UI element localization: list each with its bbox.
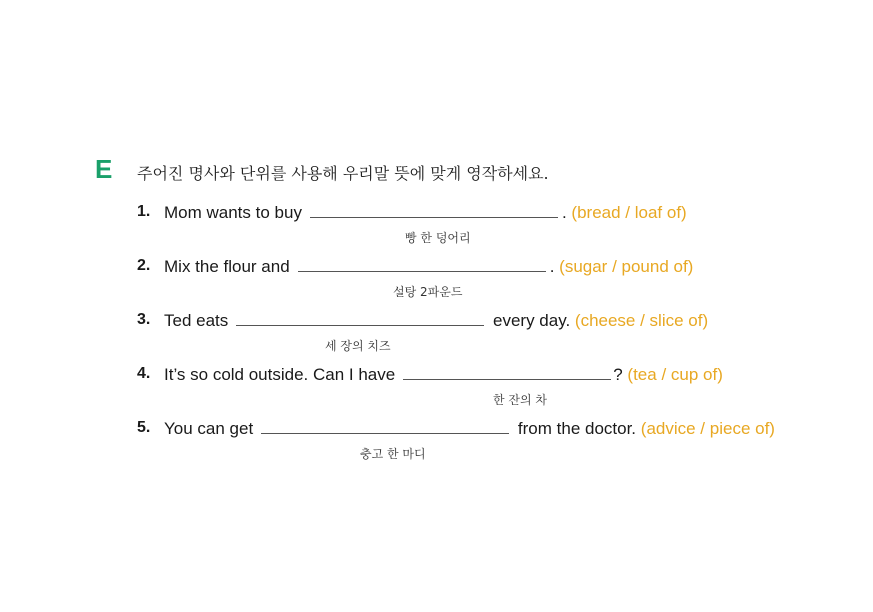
sentence-start: You can get: [164, 419, 254, 438]
korean-meaning: 빵 한 덩어리: [405, 231, 471, 245]
korean-meaning: 세 장의 치즈: [325, 339, 391, 353]
hint-text: (advice / piece of): [640, 419, 775, 438]
hint-text: (tea / cup of): [627, 365, 723, 384]
answer-blank[interactable]: [403, 365, 611, 380]
item-number: 2.: [137, 257, 151, 274]
answer-blank[interactable]: [298, 257, 546, 272]
item-number: 1.: [137, 203, 151, 220]
instruction-text: 주어진 명사와 단위를 사용해 우리말 뜻에 맞게 영작하세요.: [137, 164, 549, 183]
sentence-start: Mix the flour and: [164, 257, 290, 276]
sentence-start: It’s so cold outside. Can I have: [164, 365, 396, 384]
answer-blank[interactable]: [236, 311, 484, 326]
sentence-end: from the doctor.: [517, 419, 637, 438]
korean-meaning: 설탕 2파운드: [393, 285, 463, 299]
hint-text: (sugar / pound of): [559, 257, 694, 276]
answer-blank[interactable]: [310, 203, 558, 218]
korean-meaning: 한 잔의 차: [493, 393, 547, 407]
item-number: 3.: [137, 311, 151, 328]
hint-text: (bread / loaf of): [571, 203, 687, 222]
sentence-start: Mom wants to buy: [164, 203, 302, 222]
sentence-start: Ted eats: [164, 311, 229, 330]
hint-text: (cheese / slice of): [574, 311, 709, 330]
section-letter: E: [95, 154, 113, 184]
answer-blank[interactable]: [261, 419, 509, 434]
item-number: 5.: [137, 419, 151, 436]
sentence-end: .: [549, 257, 555, 276]
sentence-end: every day.: [493, 311, 571, 330]
sentence-end: .: [561, 203, 567, 222]
korean-meaning: 충고 한 마디: [360, 447, 426, 461]
sentence-end: ?: [613, 365, 623, 384]
item-number: 4.: [137, 365, 151, 382]
